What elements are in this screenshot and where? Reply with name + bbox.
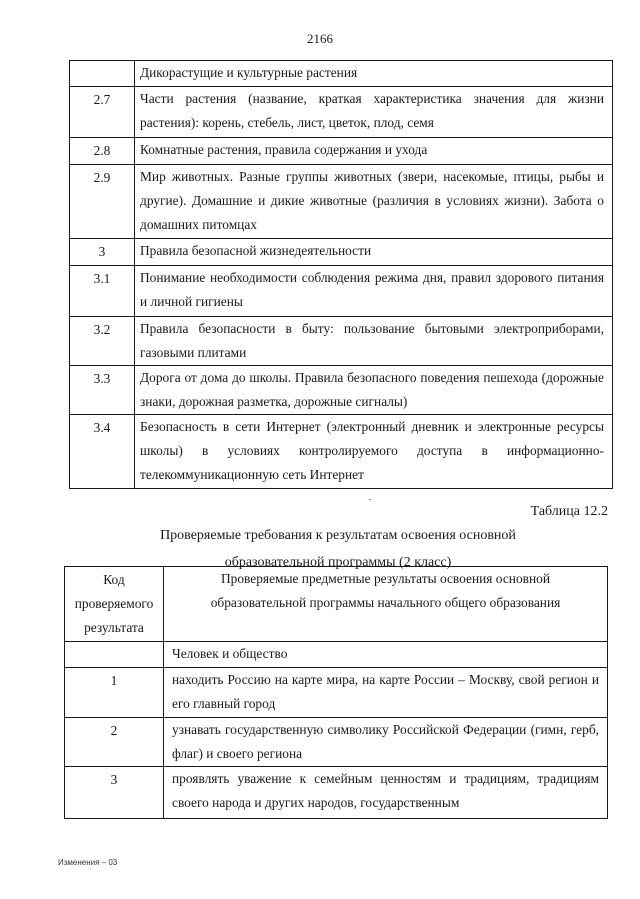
row-number	[70, 61, 135, 87]
page-number: 2166	[307, 31, 333, 46]
row-text: Комнатные растения, правила содержания и ухода	[135, 138, 613, 165]
table-row	[65, 668, 608, 718]
row-text: проявлять уважение к семейным ценностям и традициям, традициям своего народа и других народов, государственным	[164, 767, 608, 819]
row-code	[65, 642, 164, 668]
row-number: 2.9	[70, 165, 135, 239]
table-row	[65, 767, 608, 819]
row-text: Понимание необходимости соблюдения режима дня, правил здорового питания и личной гигиены	[135, 266, 613, 317]
table-row	[65, 642, 608, 668]
footer-revision: Изменения – 03	[58, 858, 118, 867]
table-row	[70, 266, 613, 317]
row-text: Человек и общество	[164, 642, 608, 668]
table-row	[65, 718, 608, 767]
row-number: 3	[70, 239, 135, 266]
row-number: 3.1	[70, 266, 135, 317]
table-caption: Таблица 12.2	[530, 504, 608, 519]
table-row	[70, 87, 613, 138]
row-number: 2.7	[70, 87, 135, 138]
row-text: Безопасность в сети Интернет (электронный дневник и электронные ресурсы школы) в условиях контролируемого доступа в информационно-телекоммуникационную сеть Интернет	[135, 415, 613, 489]
table-title-line: образовательной программы (2 класс)	[224, 555, 452, 570]
table-header-row	[65, 567, 608, 642]
row-text: Части растения (название, краткая характеристика значения для жизни растения): корень, стебель, лист, цветок, плод, семя	[135, 87, 613, 138]
row-code: 1	[65, 668, 164, 718]
table-row	[70, 317, 613, 366]
table-row	[70, 415, 613, 489]
row-text: узнавать государственную символику Российской Федерации (гимн, герб, флаг) и своего региона	[164, 718, 608, 767]
row-number: 2.8	[70, 138, 135, 165]
row-text: Правила безопасности в быту: пользование бытовыми электроприборами, газовыми плитами	[135, 317, 613, 366]
table-title-line: Проверяемые требования к результатам освоения основной	[160, 528, 516, 543]
row-number: 3.4	[70, 415, 135, 489]
row-text: Мир животных. Разные группы животных (звери, насекомые, птицы, рыбы и другие). Домашние и дикие животные (различия в условиях жизни). Забота о домашних питомцах	[135, 165, 613, 239]
table-row	[70, 165, 613, 239]
row-text: находить Россию на карте мира, на карте России – Москву, свой регион и его главный город	[164, 668, 608, 718]
table-row	[70, 61, 613, 87]
table-requirements	[64, 566, 608, 819]
row-code: 2	[65, 718, 164, 767]
row-text: Дорога от дома до школы. Правила безопасного поведения пешехода (дорожные знаки, дорожная разметка, дорожные сигналы)	[135, 366, 613, 415]
row-code: 3	[65, 767, 164, 819]
row-number: 3.3	[70, 366, 135, 415]
row-number: 3.2	[70, 317, 135, 366]
row-text: Правила безопасной жизнедеятельности	[135, 239, 613, 266]
row-text: Дикорастущие и культурные растения	[135, 61, 613, 87]
header-results: Проверяемые предметные результаты освоения основной образовательной программы начального общего образования	[164, 567, 608, 642]
scan-speck	[369, 499, 371, 500]
table-topics-continued	[69, 60, 613, 489]
header-code: Код проверяемого результата	[65, 567, 164, 642]
table-row	[70, 138, 613, 165]
table-row	[70, 366, 613, 415]
table-row	[70, 239, 613, 266]
